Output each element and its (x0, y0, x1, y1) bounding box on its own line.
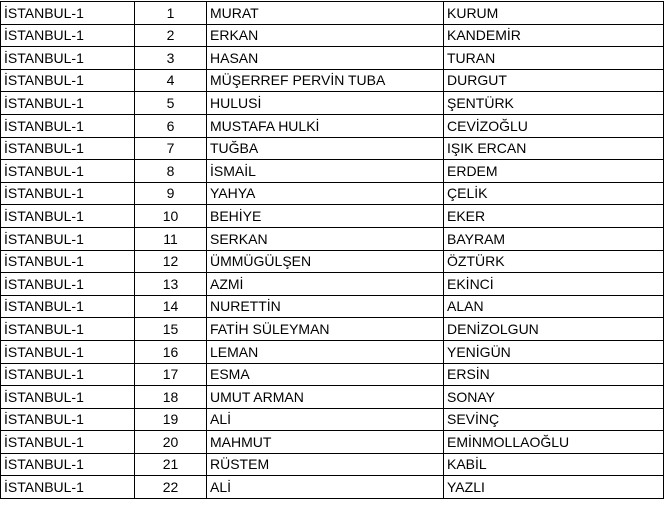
surname-cell[interactable]: EKİNCİ (444, 273, 664, 296)
region-cell[interactable]: İSTANBUL-1 (1, 69, 135, 92)
first-name-cell[interactable]: HASAN (207, 47, 444, 70)
region-cell[interactable]: İSTANBUL-1 (1, 24, 135, 47)
first-name-cell[interactable]: SERKAN (207, 227, 444, 250)
order-number-cell[interactable]: 7 (135, 137, 207, 160)
table-row (1, 318, 664, 341)
surname-cell[interactable]: BAYRAM (444, 227, 664, 250)
surname-cell[interactable]: YENİGÜN (444, 340, 664, 363)
table-row (1, 273, 664, 296)
order-number-cell[interactable]: 21 (135, 453, 207, 476)
region-cell[interactable]: İSTANBUL-1 (1, 227, 135, 250)
table-row (1, 2, 664, 25)
first-name-cell[interactable]: RÜSTEM (207, 453, 444, 476)
surname-cell[interactable]: TURAN (444, 47, 664, 70)
region-cell[interactable]: İSTANBUL-1 (1, 182, 135, 205)
surname-cell[interactable]: DENİZOLGUN (444, 318, 664, 341)
surname-cell[interactable]: DURGUT (444, 69, 664, 92)
order-number-cell[interactable]: 22 (135, 476, 207, 499)
order-number-cell[interactable]: 5 (135, 92, 207, 115)
table-row (1, 114, 664, 137)
region-cell[interactable]: İSTANBUL-1 (1, 47, 135, 70)
table-row (1, 386, 664, 409)
region-cell[interactable]: İSTANBUL-1 (1, 205, 135, 228)
order-number-cell[interactable]: 3 (135, 47, 207, 70)
order-number-cell[interactable]: 13 (135, 273, 207, 296)
surname-cell[interactable]: ÇELİK (444, 182, 664, 205)
surname-cell[interactable]: CEVİZOĞLU (444, 114, 664, 137)
order-number-cell[interactable]: 1 (135, 2, 207, 25)
surname-cell[interactable]: KANDEMİR (444, 24, 664, 47)
region-cell[interactable]: İSTANBUL-1 (1, 340, 135, 363)
table-row (1, 69, 664, 92)
first-name-cell[interactable]: LEMAN (207, 340, 444, 363)
region-cell[interactable]: İSTANBUL-1 (1, 318, 135, 341)
order-number-cell[interactable]: 2 (135, 24, 207, 47)
region-cell[interactable]: İSTANBUL-1 (1, 295, 135, 318)
candidate-table-body (1, 2, 664, 499)
order-number-cell[interactable]: 15 (135, 318, 207, 341)
order-number-cell[interactable]: 9 (135, 182, 207, 205)
region-cell[interactable]: İSTANBUL-1 (1, 386, 135, 409)
table-row (1, 92, 664, 115)
table-row (1, 250, 664, 273)
table-row (1, 453, 664, 476)
region-cell[interactable]: İSTANBUL-1 (1, 273, 135, 296)
order-number-cell[interactable]: 4 (135, 69, 207, 92)
first-name-cell[interactable]: FATİH SÜLEYMAN (207, 318, 444, 341)
surname-cell[interactable]: SONAY (444, 386, 664, 409)
table-row (1, 363, 664, 386)
region-cell[interactable]: İSTANBUL-1 (1, 114, 135, 137)
surname-cell[interactable]: ERDEM (444, 160, 664, 183)
first-name-cell[interactable]: ERKAN (207, 24, 444, 47)
region-cell[interactable]: İSTANBUL-1 (1, 363, 135, 386)
table-row (1, 340, 664, 363)
surname-cell[interactable]: EKER (444, 205, 664, 228)
surname-cell[interactable]: IŞIK ERCAN (444, 137, 664, 160)
region-cell[interactable]: İSTANBUL-1 (1, 408, 135, 431)
first-name-cell[interactable]: ÜMMÜGÜLŞEN (207, 250, 444, 273)
region-cell[interactable]: İSTANBUL-1 (1, 160, 135, 183)
table-row (1, 182, 664, 205)
order-number-cell[interactable]: 12 (135, 250, 207, 273)
surname-cell[interactable]: EMİNMOLLAOĞLU (444, 431, 664, 454)
first-name-cell[interactable]: MÜŞERREF PERVİN TUBA (207, 69, 444, 92)
order-number-cell[interactable]: 14 (135, 295, 207, 318)
table-row (1, 476, 664, 499)
region-cell[interactable]: İSTANBUL-1 (1, 476, 135, 499)
surname-cell[interactable]: ALAN (444, 295, 664, 318)
order-number-cell[interactable]: 11 (135, 227, 207, 250)
first-name-cell[interactable]: ALİ (207, 408, 444, 431)
first-name-cell[interactable]: ALİ (207, 476, 444, 499)
surname-cell[interactable]: YAZLI (444, 476, 664, 499)
table-row (1, 295, 664, 318)
order-number-cell[interactable]: 17 (135, 363, 207, 386)
order-number-cell[interactable]: 6 (135, 114, 207, 137)
region-cell[interactable]: İSTANBUL-1 (1, 2, 135, 25)
first-name-cell[interactable]: ESMA (207, 363, 444, 386)
order-number-cell[interactable]: 10 (135, 205, 207, 228)
order-number-cell[interactable]: 19 (135, 408, 207, 431)
table-row (1, 47, 664, 70)
first-name-cell[interactable]: TUĞBA (207, 137, 444, 160)
surname-cell[interactable]: ÖZTÜRK (444, 250, 664, 273)
order-number-cell[interactable]: 16 (135, 340, 207, 363)
surname-cell[interactable]: ERSİN (444, 363, 664, 386)
surname-cell[interactable]: KABİL (444, 453, 664, 476)
table-row (1, 408, 664, 431)
table-row (1, 227, 664, 250)
surname-cell[interactable]: KURUM (444, 2, 664, 25)
table-row (1, 160, 664, 183)
candidate-table (0, 1, 664, 499)
first-name-cell[interactable]: AZMİ (207, 273, 444, 296)
order-number-cell[interactable]: 18 (135, 386, 207, 409)
table-row (1, 205, 664, 228)
first-name-cell[interactable]: MURAT (207, 2, 444, 25)
order-number-cell[interactable]: 8 (135, 160, 207, 183)
region-cell[interactable]: İSTANBUL-1 (1, 137, 135, 160)
first-name-cell[interactable]: HULUSİ (207, 92, 444, 115)
first-name-cell[interactable]: NURETTİN (207, 295, 444, 318)
first-name-cell[interactable]: İSMAİL (207, 160, 444, 183)
surname-cell[interactable]: ŞENTÜRK (444, 92, 664, 115)
surname-cell[interactable]: SEVİNÇ (444, 408, 664, 431)
table-row (1, 137, 664, 160)
table-row (1, 24, 664, 47)
region-cell[interactable]: İSTANBUL-1 (1, 431, 135, 454)
first-name-cell[interactable]: UMUT ARMAN (207, 386, 444, 409)
first-name-cell[interactable]: MAHMUT (207, 431, 444, 454)
first-name-cell[interactable]: YAHYA (207, 182, 444, 205)
region-cell[interactable]: İSTANBUL-1 (1, 453, 135, 476)
region-cell[interactable]: İSTANBUL-1 (1, 92, 135, 115)
order-number-cell[interactable]: 20 (135, 431, 207, 454)
table-row (1, 431, 664, 454)
first-name-cell[interactable]: MUSTAFA HULKİ (207, 114, 444, 137)
region-cell[interactable]: İSTANBUL-1 (1, 250, 135, 273)
first-name-cell[interactable]: BEHİYE (207, 205, 444, 228)
